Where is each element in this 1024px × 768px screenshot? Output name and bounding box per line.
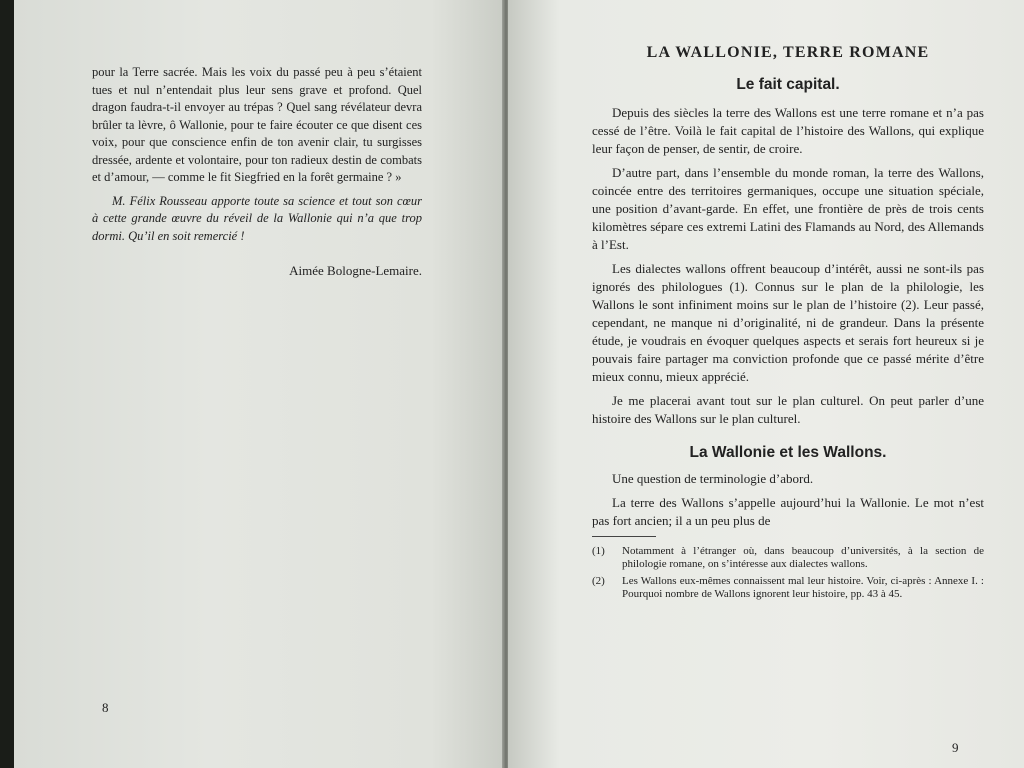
paragraph-fait-capital-2: D’autre part, dans l’ensemble du monde roman, la terre des Wallons, coincée entre des territoires germaniques, occupe une situation spéciale, une position d’avant-garde. En effet, une frontière de près de trois cents kilomètres sépare ces extremi Latini des Flamands au Nord, des Allemands à l’Est. xyxy=(592,165,984,252)
footnote-number: (2) xyxy=(592,575,605,587)
paragraph-wallonie-2: La terre des Wallons s’appelle aujourd’hui la Wallonie. Le mot n’est pas fort ancien; il a un peu plus de xyxy=(592,495,984,528)
section-heading-wallonie-wallons: La Wallonie et les Wallons. xyxy=(689,444,887,461)
footnote-number: (1) xyxy=(592,545,605,557)
left-paragraph-1: pour la Terre sacrée. Mais les voix du passé peu à peu s’étaient tues et nul n’entendait plus leur sens grave et profond. Quel dragon faudra-t-il envoyer au trépas ? Quel sang révélateur devra brûler ta lèvre, ô Wallonie, pour te faire écouter ce que disent ces voix, pour que conscience enfin de ton avenir clair, tu surgisses dressée, ardente et volontaire, pour ton radieux destin de combats et d’amour, — comme le fit Siegfried en la forêt germaine ? » xyxy=(92,65,422,184)
footnote-1 xyxy=(592,545,984,571)
footnote-text: Notamment à l’étranger où, dans beaucoup d’universités, à la section de philologie romane, on s’intéresse aux dialectes wallons. xyxy=(622,545,984,570)
footnote-text: Les Wallons eux-mêmes connaissent mal leur histoire. Voir, ci-après : Annexe I. : Pourquoi nombre de Wallons ignorent leur histoire, pp. 43 à 45. xyxy=(622,575,984,600)
chapter-title: LA WALLONIE, TERRE ROMANE xyxy=(646,44,930,61)
left-paragraph-2: M. Félix Rousseau apporte toute sa science et tout son cœur à cette grande œuvre du réveil de la Wallonie qui n’a que trop dormi. Qu’il en soit remercié ! xyxy=(92,193,422,243)
paragraph-fait-capital-1: Depuis des siècles la terre des Wallons est une terre romane et n’a pas cessé de l’être. Voilà le fait capital de l’histoire des Wallons, qui explique leur façon de penser, de sentir, de croire. xyxy=(592,105,984,156)
page-number-left: 8 xyxy=(102,700,109,715)
page-number-right: 9 xyxy=(952,740,959,755)
paragraph-wallonie-1: Une question de terminologie d’abord. xyxy=(612,471,814,486)
footnote-2 xyxy=(592,575,984,601)
right-page xyxy=(508,0,1024,768)
paragraph-fait-capital-4: Je me placerai avant tout sur le plan culturel. On peut parler d’une histoire des Wallons sur le plan culturel. xyxy=(592,393,984,426)
right-page-text xyxy=(592,44,984,605)
left-page xyxy=(14,0,504,768)
section-heading-fait-capital: Le fait capital. xyxy=(736,76,840,93)
footnote-rule xyxy=(592,536,656,537)
paragraph-fait-capital-3: Les dialectes wallons offrent beaucoup d’intérêt, aussi ne sont-ils pas ignorés des philologues (1). Connus sur le plan de la philologie, les Wallons le sont infiniment moins sur le plan de l’histoire (2). Leur passé, cependant, ne manque ni d’originalité, ni de grandeur. Dans la présente étude, je voudrais en évoquer quelques aspects et serais fort heureux si je pouvais faire partager ma conviction profonde que ce passé mérite d’être mieux connu, mieux apprécié. xyxy=(592,261,984,384)
signature: Aimée Bologne-Lemaire. xyxy=(289,263,422,278)
left-page-text xyxy=(92,64,422,292)
